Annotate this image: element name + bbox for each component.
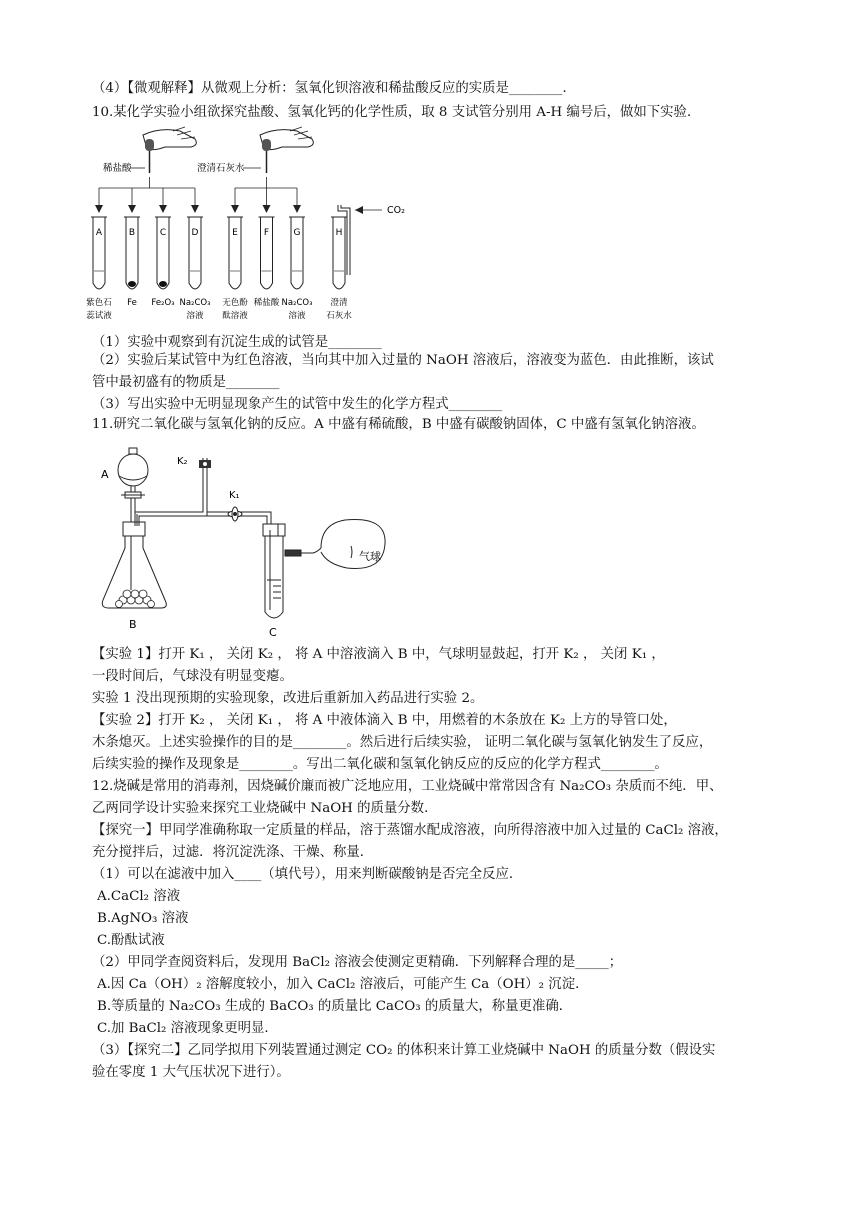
reagent-right-label: 澄清石灰水 [197, 163, 245, 174]
tube-content-g: Na₂CO₃ [281, 298, 313, 308]
option-a: A.CaCl₂ 溶液 [97, 889, 181, 904]
tube-content-h: 澄清 [330, 298, 348, 308]
k2-clamp-icon [199, 460, 211, 468]
option-2c: C.加 BaCl₂ 溶液现象更明显． [97, 1021, 278, 1036]
option-c: C.酚酞试液 [97, 933, 165, 948]
inquiry-1-question-2: （2）甲同学查阅资料后，发现用 BaCl₂ 溶液会使测定更精确．下列解释合理的是_____； [92, 955, 623, 970]
question-10-1: （1）实验中观察到有沉淀生成的试管是________ [92, 335, 382, 350]
tube-content-b: Fe [127, 298, 137, 308]
tube-content-e: 无色酚 [222, 298, 248, 308]
test-tube-b [124, 217, 140, 308]
tube-label-h: H [335, 228, 343, 238]
tube-content-d: Na₂CO₃ [179, 298, 211, 308]
solid-particles-icon [116, 590, 155, 608]
k1-clamp-icon [228, 507, 242, 521]
inquiry-1-line-2: 充分搅拌后，过滤．将沉淀洗涤、干燥、称量． [92, 845, 374, 860]
test-tube-e [222, 217, 248, 321]
tube-content-a: 紫色石 [86, 298, 112, 308]
option-2a: A.因 Ca（OH）₂ 溶解度较小，加入 CaCl₂ 溶液后，可能产生 Ca（OH）₂ 沉淀． [97, 977, 589, 992]
label-c: C [269, 626, 277, 639]
question-11-stem: 11.研究二氧化碳与氢氧化钠的反应。A 中盛有稀硫酸，B 中盛有碳酸钠固体，C 中盛有氢氧化钠溶液。 [92, 417, 705, 432]
experiment-1-line-3: 实验 1 没出现预期的实验现象，改进后重新加入药品进行实验 2。 [92, 691, 484, 706]
test-tube-d [179, 217, 210, 321]
test-tube-c [151, 217, 174, 308]
tube-label-a: A [95, 228, 103, 238]
tube-label-c: C [159, 228, 167, 238]
label-b: B [129, 618, 137, 631]
reagent-left-label: 稀盐酸 [103, 163, 132, 174]
inquiry-1-line-1: 【探究一】甲同学准确称取一定质量的样品，溶于蒸馏水配成溶液，向所得溶液中加入过量的 CaCl₂ 溶液， [92, 823, 728, 838]
tube-label-b: B [128, 228, 136, 238]
dropper-hand-right-icon [260, 127, 313, 173]
question-10-stem: 10.某化学实验小组欲探究盐酸、氢氧化钙的化学性质，取 8 支试管分别用 A-H 编号后，做如下实验． [92, 105, 701, 120]
tube-content-e: 酞溶液 [222, 311, 248, 321]
inquiry-2-line-2: 验在零度 1 大气压状况下进行）。 [92, 1065, 290, 1080]
test-tube-g [281, 217, 312, 321]
tube-label-f: F [263, 228, 270, 238]
question-12-stem-1: 12.烧碱是常用的消毒剂，因烧碱价廉而被广泛地应用，工业烧碱中常常因含有 Na₂CO₃ 杂质而不纯．甲、 [92, 779, 723, 794]
label-balloon: 气球 [359, 550, 381, 563]
question-9-4: （4）【微观解释】从微观上分析：氢氧化钡溶液和稀盐酸反应的实质是________． [92, 81, 576, 96]
inquiry-2-line-1: （3）【探究二】乙同学拟用下列装置通过测定 CO₂ 的体积来计算工业烧碱中 NaOH 的质量分数（假设实 [92, 1043, 716, 1058]
tube-content-h: 石灰水 [326, 311, 352, 321]
inquiry-1-question-1: （1）可以在滤液中加入____（填代号），用来判断碳酸钠是否完全反应． [92, 867, 523, 882]
test-tube-c-icon [263, 524, 285, 618]
tube-label-g: G [293, 228, 301, 238]
test-tube-experiment-figure [85, 125, 415, 330]
question-12-stem-2: 乙两同学设计实验来探究工业烧碱中 NaOH 的质量分数． [92, 801, 438, 816]
test-tube-a [86, 217, 112, 321]
experiment-1-line-2: 一段时间后，气球没有明显变瘪。 [92, 669, 293, 684]
question-10-2b: 管中最初盛有的物质是________ [92, 375, 280, 390]
tube-content-f: 稀盐酸 [253, 298, 280, 308]
experiment-2-line-1: 【实验 2】打开 K₂ ， 关闭 K₁ ， 将 A 中液体滴入 B 中，用燃着的木条放在 K₂ 上方的导管口处， [92, 713, 677, 728]
question-10-2a: （2）实验后某试管中为红色溶液，当向其中加入过量的 NaOH 溶液后，溶液变为蓝色．由此推断，该试 [92, 353, 714, 368]
label-k2: K₂ [177, 456, 188, 467]
tube-content-d: 溶液 [186, 311, 204, 321]
co2-label: CO₂ [387, 205, 405, 216]
label-a: A [101, 468, 109, 481]
test-tube-h [326, 217, 352, 321]
option-2b: B.等质量的 Na₂CO₃ 生成的 BaCO₃ 的质量比 CaCO₃ 的质量大，称量更准确． [97, 999, 573, 1014]
tube-label-d: D [191, 228, 199, 238]
tube-content-c: Fe₂O₃ [151, 298, 175, 308]
tube-label-e: E [232, 228, 238, 238]
option-b: B.AgNO₃ 溶液 [97, 911, 189, 926]
dropper-hand-left-icon [143, 127, 196, 173]
label-k1: K₁ [229, 490, 240, 501]
co2-naoh-apparatus-figure [95, 440, 415, 640]
question-10-3: （3）写出实验中无明显现象产生的试管中发生的化学方程式________ [92, 397, 503, 412]
experiment-2-line-3: 后续实验的操作及现象是________。写出二氧化碳和氢氧化钠反应的反应的化学方程式________。 [92, 757, 668, 772]
experiment-2-line-2: 木条熄灭。上述实验操作的目的是________。然后进行后续实验， 证明二氧化碳与氢氧化钠发生了反应， [92, 735, 713, 750]
tube-content-g: 溶液 [288, 311, 306, 321]
experiment-1-line-1: 【实验 1】打开 K₁ ， 关闭 K₂ ， 将 A 中溶液滴入 B 中，气球明显鼓起，打开 K₂ ， 关闭 K₁ ， [92, 647, 665, 662]
test-tube-f [254, 217, 280, 308]
tube-content-a: 蕊试液 [86, 311, 112, 321]
